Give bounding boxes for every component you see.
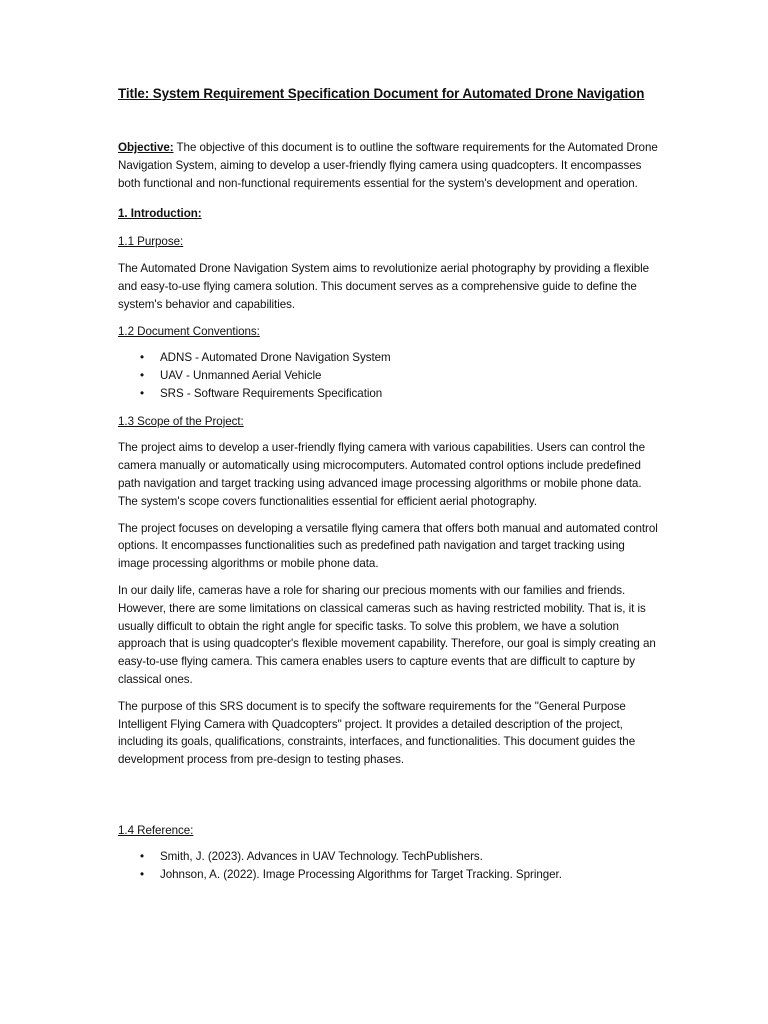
document-title: Title: System Requirement Specification Document for Automated Drone Navigation bbox=[118, 86, 645, 101]
conventions-list bbox=[118, 349, 658, 402]
scope-heading: 1.3 Scope of the Project: bbox=[118, 414, 244, 428]
scope-paragraph-1: The project aims to develop a user-friendly flying camera with various capabilities. Users can control the camera manually or automatically using microcomputers. Automated control options include predefined path navigation and target tracking using advanced image processing algorithms or mobile phone data. The system's scope covers functionalities essential for efficient aerial photography. bbox=[118, 441, 645, 508]
list-item bbox=[140, 866, 658, 884]
list-item-text: ADNS - Automated Drone Navigation System bbox=[160, 351, 391, 365]
list-item bbox=[140, 848, 658, 866]
purpose-heading: 1.1 Purpose: bbox=[118, 235, 184, 249]
list-item-text: UAV - Unmanned Aerial Vehicle bbox=[160, 368, 322, 382]
bullet-icon: • bbox=[140, 386, 145, 400]
list-item bbox=[140, 367, 658, 385]
list-item-text: Smith, J. (2023). Advances in UAV Technology. TechPublishers. bbox=[160, 849, 483, 863]
scope-paragraph-2: The project focuses on developing a versatile flying camera that offers both manual and automated control options. It encompasses functionalities such as predefined path navigation and target tracking using image processing algorithms or mobile phone data. bbox=[118, 521, 658, 571]
bullet-icon: • bbox=[140, 351, 145, 365]
reference-heading: 1.4 Reference: bbox=[118, 823, 194, 837]
bullet-icon: • bbox=[140, 849, 145, 863]
scope-paragraph-4: The purpose of this SRS document is to specify the software requirements for the "General Purpose Intelligent Flying Camera with Quadcopters" project. It provides a detailed description of the project, including its goals, qualifications, constraints, interfaces, and functionalities. This document guides the development process from pre-design to testing phases. bbox=[118, 699, 636, 767]
reference-list bbox=[118, 848, 658, 884]
bullet-icon: • bbox=[140, 867, 145, 881]
list-item bbox=[140, 385, 658, 403]
objective-paragraph bbox=[118, 139, 658, 192]
bullet-icon: • bbox=[140, 368, 145, 382]
list-item bbox=[140, 349, 658, 367]
scope-paragraph-3: In our daily life, cameras have a role for sharing our precious moments with our families and friends. However, there are some limitations on classical cameras such as having restricted mobility. That is, it is usually difficult to obtain the right angle for specific tasks. To solve this problem, we have a solution approach that is using quadcopter's flexible movement capability. Therefore, our goal is simply creating an easy-to-use flying camera. This camera enables users to capture events that are difficult to capture by classical ones. bbox=[118, 583, 656, 686]
introduction-heading: 1. Introduction: bbox=[118, 207, 202, 221]
objective-text: The objective of this document is to outline the software requirements for the Automated Drone Navigation System, aiming to develop a user-friendly flying camera using quadcopters. It encompasses both functional and non-functional requirements essential for the system's development and operation. bbox=[118, 141, 658, 190]
conventions-heading: 1.2 Document Conventions: bbox=[118, 325, 260, 339]
objective-label: Objective: bbox=[118, 141, 174, 154]
list-item-text: SRS - Software Requirements Specification bbox=[160, 386, 383, 400]
purpose-paragraph: The Automated Drone Navigation System aims to revolutionize aerial photography by providing a flexible and easy-to-use flying camera solution. This document serves as a comprehensive guide to define the system's behavior and capabilities. bbox=[118, 261, 650, 311]
list-item-text: Johnson, A. (2022). Image Processing Algorithms for Target Tracking. Springer. bbox=[160, 867, 562, 881]
document-body bbox=[118, 86, 658, 883]
